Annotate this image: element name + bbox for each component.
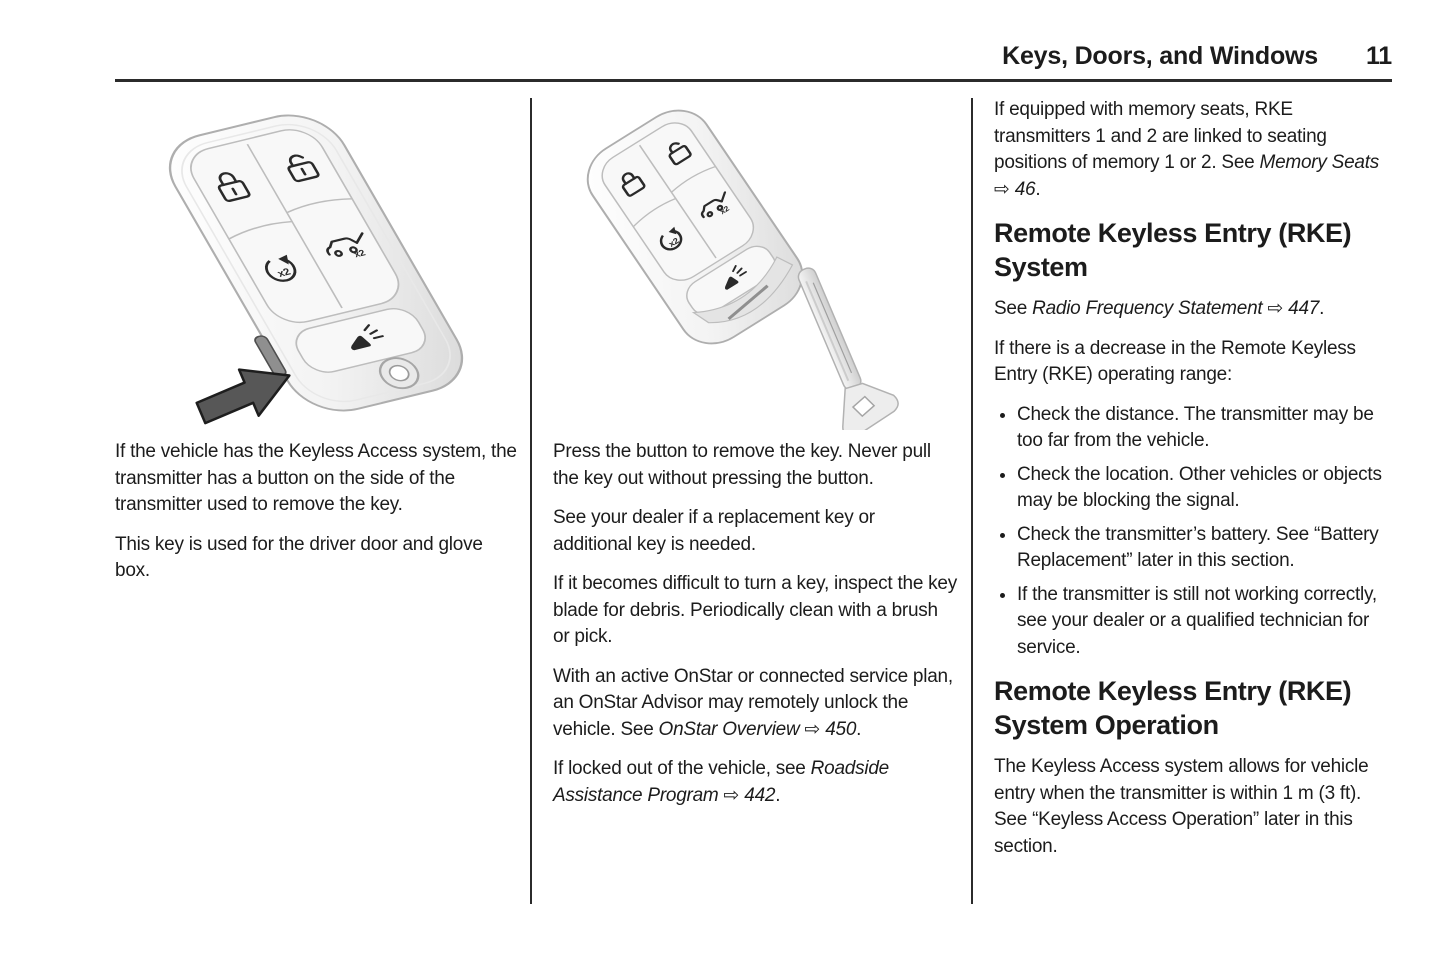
header-rule	[115, 79, 1392, 82]
column-divider	[530, 98, 532, 904]
key-fob-body	[574, 97, 815, 357]
paragraph: If locked out of the vehicle, see Roadside Assistance Program ⇨ 442.	[553, 758, 889, 806]
paragraph: If there is a decrease in the Remote Keyless Entry (RKE) operating range:	[994, 337, 1356, 385]
transmitter-illustration	[115, 95, 519, 430]
column-left	[115, 95, 519, 598]
liftgate-multiplier: x2	[718, 204, 731, 217]
paragraph: If it becomes difficult to turn a key, inspect the key blade for debris. Periodically clean with a brush or pick.	[553, 573, 957, 647]
bullet-item: • If the transmitter is still not working correctly, see your dealer or a qualified technician for service.	[1017, 582, 1392, 662]
column-right	[994, 97, 1392, 873]
transmitter-figure	[115, 95, 519, 430]
paragraph: The Keyless Access system allows for vehicle entry when the transmitter is within 1 m (3 ft). See “Keyless Access Operation” later in this section.	[994, 756, 1369, 857]
chapter-title: Keys, Doors, and Windows	[1002, 42, 1318, 70]
bullet-item: • Check the distance. The transmitter may be too far from the vehicle.	[1017, 402, 1392, 455]
key-removal-figure	[553, 95, 957, 430]
bullet-item: • Check the location. Other vehicles or objects may be blocking the signal.	[1017, 462, 1392, 515]
paragraph: If the vehicle has the Keyless Access system, the transmitter has a button on the side of the transmitter used to remove the key.	[115, 441, 517, 515]
liftgate-multiplier: x2	[351, 248, 368, 260]
column-middle	[553, 95, 957, 822]
paragraph: Press the button to remove the key. Never pull the key out without pressing the button.	[553, 441, 931, 489]
remote-start-multiplier: x2	[666, 235, 681, 249]
bullet-list	[994, 402, 1392, 662]
section-heading-rke-system: Remote Keyless Entry (RKE) System	[994, 218, 1352, 282]
paragraph: See Radio Frequency Statement ⇨ 447.	[994, 298, 1325, 319]
page-header	[115, 42, 1392, 71]
paragraph: See your dealer if a replacement key or additional key is needed.	[553, 507, 875, 555]
remote-start-multiplier: x2	[275, 266, 293, 280]
column-divider	[971, 98, 973, 904]
paragraph: This key is used for the driver door and glove box.	[115, 533, 483, 581]
key-removal-illustration	[553, 95, 957, 430]
section-heading-rke-operation: Remote Keyless Entry (RKE) System Operation	[994, 676, 1352, 740]
paragraph: With an active OnStar or connected service plan, an OnStar Advisor may remotely unlock the vehicle. See OnStar Overview ⇨ 450.	[553, 665, 953, 740]
paragraph: If equipped with memory seats, RKE transmitters 1 and 2 are linked to seating positions of memory 1 or 2. See Memory Seats ⇨ 46.	[994, 99, 1379, 200]
bullet-item: • Check the transmitter’s battery. See “Battery Replacement” later in this section.	[1017, 522, 1392, 575]
page-number: 11	[1365, 42, 1392, 70]
key-fob-body	[144, 106, 480, 423]
